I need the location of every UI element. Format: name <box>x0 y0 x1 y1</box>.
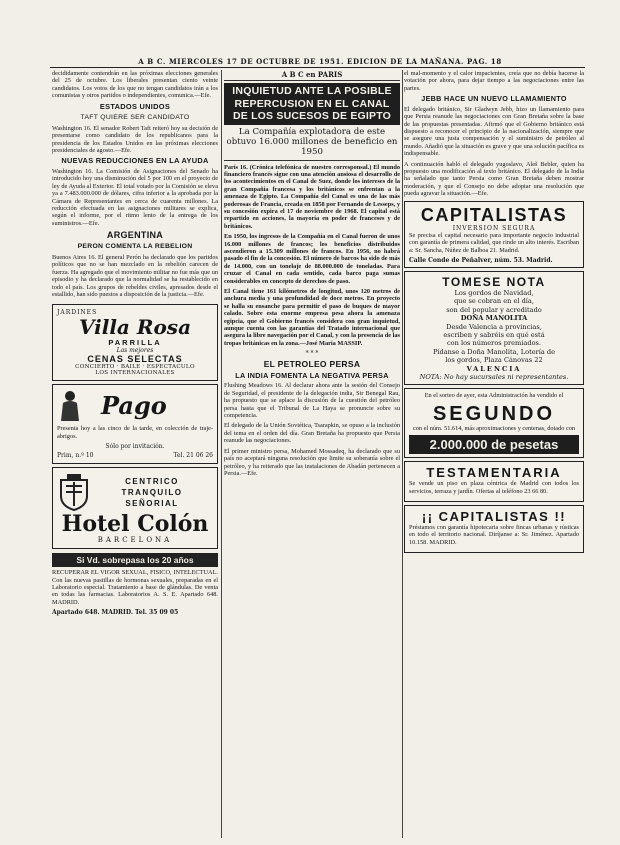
ad-line: Los gordos de Navidad, <box>454 288 534 297</box>
ad-line: Pídanse a Doña Manolita, Lotería de <box>432 347 556 356</box>
article-body: París 16. (Crónica telefónica de nuestro corresponsal.) El mundo financiero francés sigue con una atención ansiosa el desarrollo de los acontecimientos en el Canal de Suez, donde los intereses de la gran Compañía francesa y los británicos se enfrentan a la amenaza de Egipto. La Compañía del Canal es una de las más poderosas de Francia, creada en 1858 por Fernando de Lesseps, y su concesión expira el 17 de noviembre de 1968. El capital está repartido en acciones, la mayoría en poder de franceses y de británicos. <box>224 163 400 230</box>
article-heading: JEBB HACE UN NUEVO LLAMAMIENTO <box>421 94 567 104</box>
ad-hotel-colon <box>52 467 218 549</box>
ad-villa-rosa <box>52 304 218 381</box>
divider <box>224 160 400 161</box>
article-subheading: TAFT QUIERE SER CANDIDATO <box>80 114 190 122</box>
ad-line: Desde Valencia a provincias, <box>446 322 542 331</box>
column-center <box>224 70 400 838</box>
ad-footer: Apartado 648. MADRID. Tel. 35 09 05 <box>52 609 179 617</box>
ad-text: Se vende un piso en plaza céntrica de Madrid con todos los servicios, terraza y jardín. Ofertas al teléfono 23 66 80. <box>409 480 579 495</box>
ad-address: Calle Conde de Peñalver, núm. 53. Madrid. <box>409 256 553 264</box>
ad-brand-name: TESTAMENTARIA <box>426 465 562 481</box>
column-divider <box>221 70 222 838</box>
ad-subline: INVERSION SEGURA <box>452 224 536 232</box>
ad-heading: TOMESE NOTA <box>442 274 546 289</box>
ad-text: con el núm. 51.614, más aproximaciones y centenas, dotado con <box>412 424 576 432</box>
article-body: El primer ministro persa, Mohamed Mossadeq, ha declarado que su país no aceptará ninguna resolución que limite su soberanía sobre el petróleo, y ha reiterado que las instalaciones de Abadán pertenecen a Persia.—Efe. <box>224 447 400 477</box>
ad-amount: 2.000.000 de pesetas <box>409 435 579 454</box>
ad-city: BARCELONA <box>97 536 173 545</box>
ad-line: PARRILLA <box>108 338 162 348</box>
ad-address: Prim, n.º 10 <box>57 452 94 460</box>
ad-brand-name: Hotel Colón <box>61 511 209 538</box>
ad-capitalistas-2 <box>404 505 584 553</box>
ad-brand-name: ¡¡ CAPITALISTAS !! <box>421 509 567 524</box>
ad-line: con los números premiados. <box>446 339 542 348</box>
article-body: A continuación habló el delegado yugoslavo, Aleš Bebler, quien ha propuesto una modificación al texto británico. El delegado de la India ha señalado que tanto Persia como Gran Bretaña deben mostrar moderación, y que el Consejo no debe adoptar una resolución que pueda agravar la situación.—Efe. <box>404 160 584 198</box>
article-heading: EL PETROLEO PERSA <box>263 359 361 370</box>
coat-of-arms-icon <box>57 472 91 512</box>
ad-brand-name: Villa Rosa <box>78 315 192 340</box>
ad-line: TRANQUILO <box>121 487 183 497</box>
intro-paragraph: decididamente contendrán en las próximas elecciones generales del 25 de octubre. Los liberales presentan ciento veinte candidatos. Los votos de los que no tengan candidatos irán a los comunistas y otros partidos o independientes, comunica.—Efe. <box>52 70 218 100</box>
column-divider <box>402 70 403 838</box>
ad-telephone: Tel. 21 06 26 <box>173 452 213 460</box>
ad-label: JARDINES <box>57 309 98 317</box>
article-body: Flushing Meadows 16. Al declarar ahora ante la sesión del Consejo de Seguridad, el presidente de la delegación india, Sir Benegal Rau, ha propuesto que se aplace la discusión de la cuestión del petróleo persa hasta que el Tribunal de La Haya se pronuncie sobre su competencia. <box>224 382 400 420</box>
ad-brand-name: Pago <box>101 391 167 421</box>
intro-paragraph: el mal-momento y el calor impacientes, creía que no debía hacerse la votación por ahora, para dejar tiempo a las negociaciones entre las partes. <box>404 70 584 92</box>
article-body: El delegado de la Unión Soviética, Tsarapkin, se opuso a la inclusión del tema en el orden del día. Gran Bretaña ha propuesto que Persia reanude las negociaciones. <box>224 422 400 445</box>
column-right <box>404 70 584 838</box>
ad-text: En el sorteo de ayer, esta Administración ha vendido el <box>424 392 564 400</box>
ad-note: NOTA: No hay sucursales ni representantes. <box>419 372 569 381</box>
ad-heading: Si Vd. sobrepasa los 20 años <box>52 553 218 567</box>
ad-line: SEÑORIAL <box>125 498 179 508</box>
section-heading: ESTADOS UNIDOS <box>99 101 171 111</box>
article-body: El delegado británico, Sir Gladwyn Jebb, hizo un llamamiento para que Persia reanude las negociaciones con Gran Bretaña sobre la base de las propuestas presentadas. Afirmó que el Gobierno británico está dispuesto a reconocer el principio de la nacionalización, siempre que se asegure una justa compensación y el suministro de petróleo al mundo. Añadió que la situación es grave y que una solución pacífica es indispensable. <box>404 105 584 158</box>
ad-vigor <box>52 553 218 616</box>
separator: * * * <box>305 350 319 358</box>
ad-line: que se cobran en el día, <box>454 297 534 306</box>
ad-city: VALENCIA <box>466 364 522 373</box>
ad-line: LOS INTERNACIONALES <box>95 370 175 377</box>
ad-line: CENAS SELECTAS <box>87 354 183 365</box>
ad-capitalistas <box>404 201 584 268</box>
column-left <box>52 70 218 838</box>
ad-brand-name: CAPITALISTAS <box>420 204 568 225</box>
article-body: El Canal tiene 161 kilómetros de longitud, unos 120 metros de anchura media y una profundidad de doce metros. En proyecto se halla su ensanche para permitir el paso de buques de mayor calado. Sobre esta enorme empresa pesa ahora la amenaza egipcia, que el Gobierno francés considera con gran inquietud, aunque cuenta con las garantías del Tratado internacional que asegura la libre navegación por el Canal, y con la presencia de las tropas británicas en la zona.—José María MASSIP. <box>224 288 400 347</box>
ad-text: RECUPERAR EL VIGOR SEXUAL, FISICO, INTELECTUAL. Con las nuevas pastillas de hormonas sexuales, preparadas en el Laboratorio especial. Tratamiento a base de glándulas. De venta en todas las farmacias. Laboratorios A. S. E. Apartado 648. MADRID. <box>52 569 218 606</box>
ad-text: Préstamos con garantía hipotecaria sobre fincas urbanas y rústicas en todo el territorio nacional. Diríjanse a: Sr. Jiménez. Apartado 10.158. MADRID. <box>409 524 579 546</box>
article-body: En 1950, los ingresos de la Compañía en el Canal fueron de unos 16.000 millones de francos; los beneficios distribuidos ascendieron a 15.309 millones de francos. En 1956, no habrá pasado el fin de la concesión. El número de barcos ha sido de más de 14.000, con un tonelaje de 88.000.000 de toneladas. Para cruzar el Canal en cada sentido, cada barco paga sumas considerables en concepto de derechos de paso. <box>224 233 400 285</box>
article-heading: NUEVAS REDUCCIONES EN LA AYUDA <box>61 156 209 166</box>
ad-note: Sólo por invitación. <box>105 443 165 451</box>
page-masthead: A B C. MIERCOLES 17 DE OCTUBRE DE 1951. EDICION DE LA MAÑANA. PAG. 18 <box>138 57 502 66</box>
article-body: Washington 16. La Comisión de Asignaciones del Senado ha introducido hoy una disminución del 5 por 100 en el proyecto de ley de Ayuda al Exterior. El total votado por la Comisión se eleva ya a 7.483.000.000 de dólares, cifra inferior a la aprobada por la Cámara de Representantes en cerca de cuarenta millones. La reducción efectuada en las asignaciones militares se explica, según el informe, por el ritmo lento de la entrega de los suministros.—Efe. <box>52 168 218 227</box>
ad-line: son del popular y acreditado <box>446 305 542 314</box>
ad-text: Presenta hoy a las cinco de la tarde, en colección de traje-abrigos. <box>57 425 213 440</box>
masthead-rule <box>50 67 585 68</box>
ad-line: escriben y sabréis en qué está <box>443 330 545 339</box>
article-subheading: PERON COMENTA LA REBELION <box>77 243 193 251</box>
section-heading: ARGENTINA <box>106 230 164 241</box>
ad-brand-name: SEGUNDO <box>432 402 556 425</box>
ad-tomese-nota <box>404 271 584 385</box>
ad-testamentaria <box>404 461 584 502</box>
article-body: Buenos Aires 16. El general Perón ha declarado que los partidos políticos que no se han mezclado en la rebelión carecen de fuerza. Ha agregado que el movimiento militar no fue más que un episodio y ha declarado que la normalidad se ha restablecido en todo el país. Los grupos de rebeldes civiles, apresados desde el estallido, han sido puestos a disposición de la justicia.—Efe. <box>52 253 218 298</box>
ad-segundo <box>404 388 584 458</box>
section-banner: A B C en PARIS <box>224 70 400 81</box>
article-body: Washington 16. El senador Robert Taft reiteró hoy su decisión de presentarse como candidato de los republicanos para la presidencia de los Estados Unidos en las próximas elecciones presidenciales de agosto.—Efe. <box>52 124 218 155</box>
article-subheading: LA INDIA FOMENTA LA NEGATIVA PERSA <box>235 370 389 380</box>
ad-line: los gordos, Plaza Cánovas 22 <box>445 356 543 365</box>
ad-line: CENTRICO <box>125 476 179 486</box>
article-title: INQUIETUD ANTE LA POSIBLE REPERCUSION EN EL CANAL DE LOS SUCESOS DE EGIPTO <box>224 83 400 125</box>
ad-line: DOÑA MANOLITA <box>460 314 528 323</box>
ad-text: Se precisa el capital necesario para importante negocio industrial con garantía de primera calidad, que rinde un alto interés. Escriban a: Sr. Sancha, Núñez de Balboa 21. Madrid. <box>409 231 579 254</box>
ad-pago <box>52 384 218 464</box>
woman-silhouette-icon <box>57 389 83 423</box>
ad-line: Las mejores <box>116 347 154 355</box>
ad-line: CONCIERTO · BAILE · ESPECTACULO <box>75 364 195 371</box>
article-subtitle: La Compañía explotadora de este obtuvo 16.000 millones de beneficio en 1950 <box>226 126 398 157</box>
